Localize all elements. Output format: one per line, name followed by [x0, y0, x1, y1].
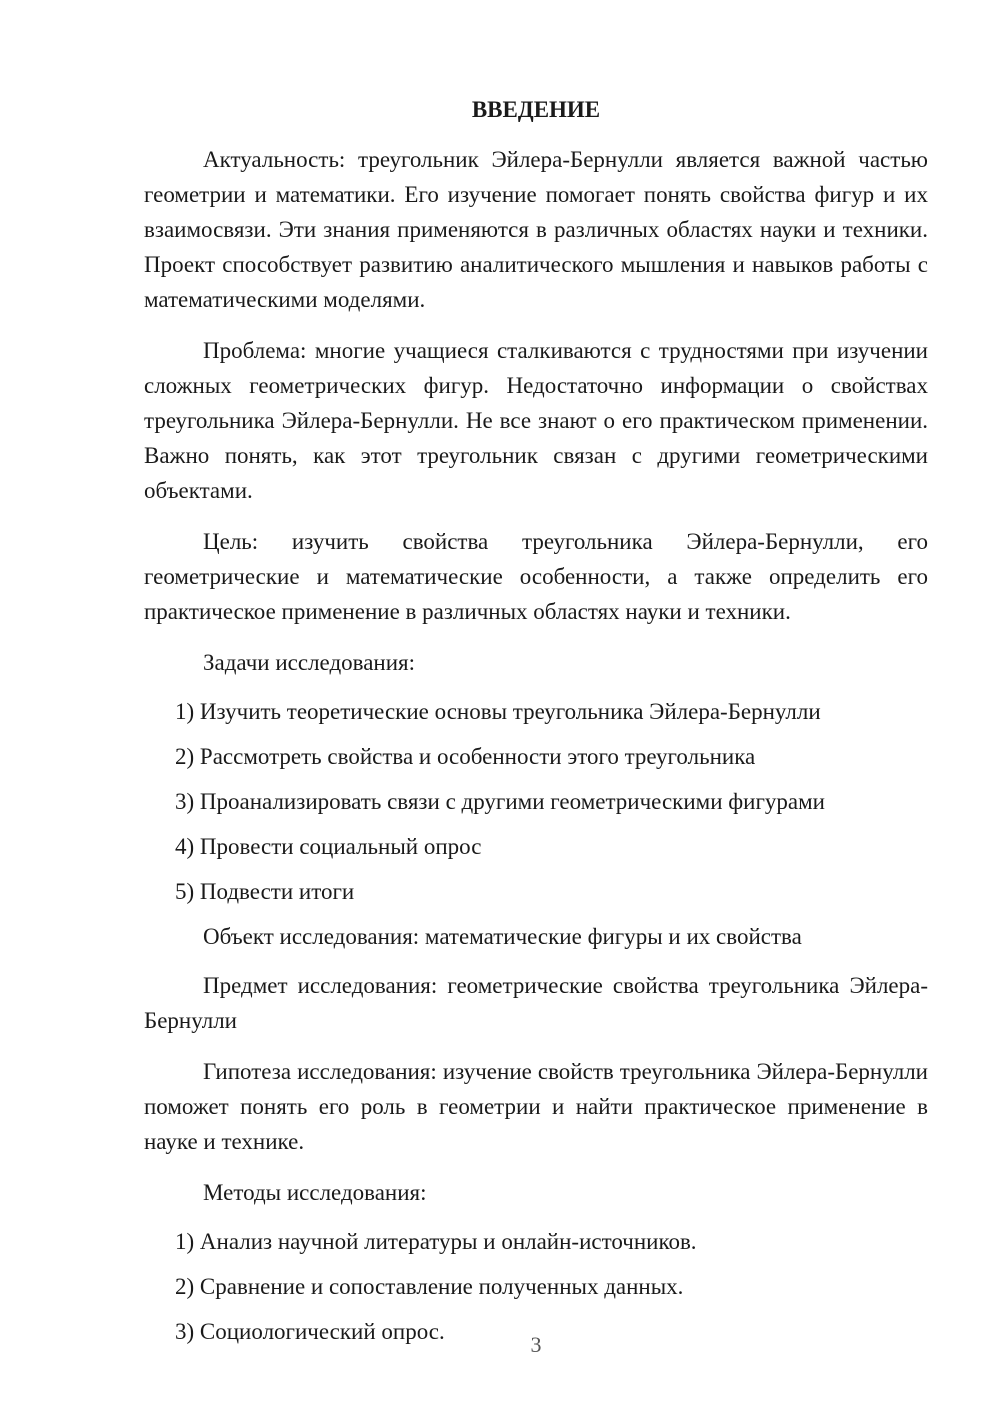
paragraph-relevance: Актуальность: треугольник Эйлера-Бернулли является важной частью геометрии и математики. Его изучение помогает понять свойства фигур и их взаимосвязи. Эти знания применяются в различных областях науки и техники. Проект способствует развитию аналитического мышления и навыков работы с математическими моделями. [144, 147, 928, 312]
list-item: 2) Сравнение и сопоставление полученных данных. [175, 1274, 684, 1299]
list-item: 2) Рассмотреть свойства и особенности этого треугольника [175, 744, 756, 769]
paragraph-goal: Цель: изучить свойства треугольника Эйлера-Бернулли, его геометрические и математические особенности, а также определить его практическое применение в различных областях науки и техники. [144, 529, 928, 624]
paragraph-problem: Проблема: многие учащиеся сталкиваются с трудностями при изучении сложных геометрических фигур. Недостаточно информации о свойствах треугольника Эйлера-Бернулли. Не все знают о его практическом применении. Важно понять, как этот треугольник связан с другими геометрическими объектами. [144, 338, 928, 503]
list-item: 3) Социологический опрос. [175, 1319, 445, 1344]
list-item: 5) Подвести итоги [175, 879, 355, 904]
methods-heading: Методы исследования: [203, 1180, 427, 1205]
section-title: ВВЕДЕНИЕ [471, 97, 601, 122]
paragraph-hypothesis: Гипотеза исследования: изучение свойств треугольника Эйлера-Бернулли поможет понять его роль в геометрии и найти практическое применение в науке и технике. [144, 1059, 928, 1154]
list-item: 1) Анализ научной литературы и онлайн-источников. [175, 1229, 697, 1254]
tasks-heading: Задачи исследования: [203, 650, 416, 675]
paragraph-subject: Предмет исследования: геометрические свойства треугольника Эйлера-Бернулли [144, 973, 928, 1033]
paragraph-object: Объект исследования: математические фигуры и их свойства [203, 924, 802, 949]
list-item: 3) Проанализировать связи с другими геометрическими фигурами [175, 789, 825, 814]
tasks-list [144, 694, 928, 909]
list-item: 4) Провести социальный опрос [175, 834, 482, 859]
list-item: 1) Изучить теоретические основы треугольника Эйлера-Бернулли [175, 699, 821, 724]
page-number: 3 [530, 1332, 542, 1357]
methods-list [144, 1224, 928, 1349]
document-page [144, 94, 928, 1359]
